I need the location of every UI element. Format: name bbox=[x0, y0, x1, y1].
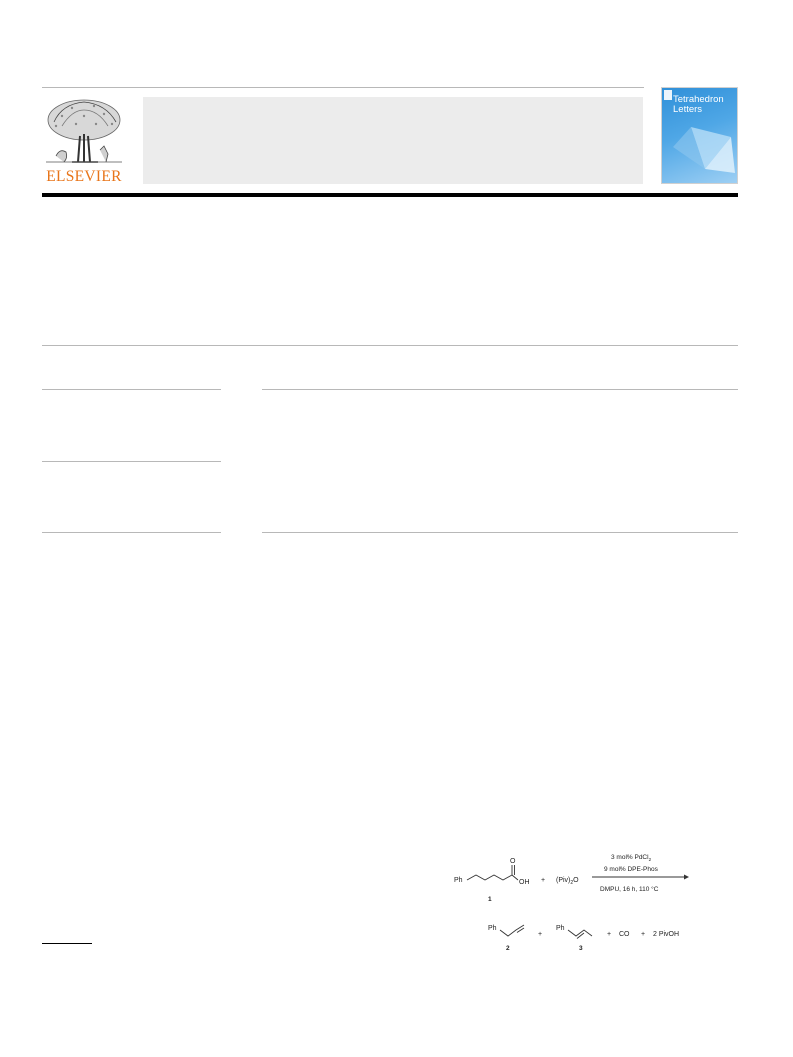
sm-compound-number: 1 bbox=[488, 896, 492, 903]
sm-ph-label: Ph bbox=[454, 877, 463, 884]
product-2-ph: Ph bbox=[488, 925, 497, 932]
reaction-scheme bbox=[440, 850, 700, 960]
journal-banner bbox=[143, 97, 643, 184]
footnote-rule bbox=[42, 943, 92, 944]
plus-2: + bbox=[538, 931, 543, 938]
header-top-rule bbox=[42, 87, 644, 88]
plus-3: + bbox=[607, 931, 612, 938]
elsevier-wordmark: ELSEVIER bbox=[46, 168, 122, 185]
product-3-number: 3 bbox=[579, 945, 583, 952]
title-block-rule bbox=[42, 345, 738, 346]
anhydride-label: $(Piv)_2O$ bbox=[556, 877, 579, 886]
abstract-rule-bottom bbox=[262, 532, 738, 533]
sm-c-oh-bond bbox=[512, 875, 518, 880]
article-info-rule-top bbox=[42, 389, 221, 390]
sm-chain bbox=[467, 875, 512, 880]
article-info-rule-bottom bbox=[42, 532, 221, 533]
elsevier-logo bbox=[42, 96, 126, 184]
product-3-chain bbox=[568, 930, 592, 936]
abstract-rule-top bbox=[262, 389, 738, 390]
sm-oxygen-label: O bbox=[510, 858, 516, 865]
journal-cover bbox=[661, 87, 738, 184]
reagent-catalyst: 3 mol% PdCl$_2$ bbox=[611, 854, 652, 862]
plus-1: + bbox=[541, 877, 546, 884]
cover-title: Tetrahedron Letters bbox=[673, 94, 724, 115]
article-info-rule-mid bbox=[42, 461, 221, 462]
sm-hydroxyl-label: OH bbox=[519, 879, 530, 886]
reagent-conditions: DMPU, 16 h, 110 °C bbox=[600, 886, 659, 893]
byproduct-co: CO bbox=[619, 931, 630, 938]
cover-triangles-icon bbox=[661, 87, 738, 184]
plus-4: + bbox=[641, 931, 646, 938]
elsevier-tree-icon bbox=[42, 96, 126, 168]
product-2-number: 2 bbox=[506, 945, 510, 952]
reagent-ligand: 9 mol% DPE-Phos bbox=[604, 866, 658, 873]
product-3-alkene bbox=[577, 933, 584, 939]
byproduct-pivoh: 2 PivOH bbox=[653, 931, 680, 938]
reaction-arrow-head bbox=[684, 875, 689, 880]
header-bottom-rule bbox=[42, 193, 738, 197]
product-3-ph: Ph bbox=[556, 925, 565, 932]
